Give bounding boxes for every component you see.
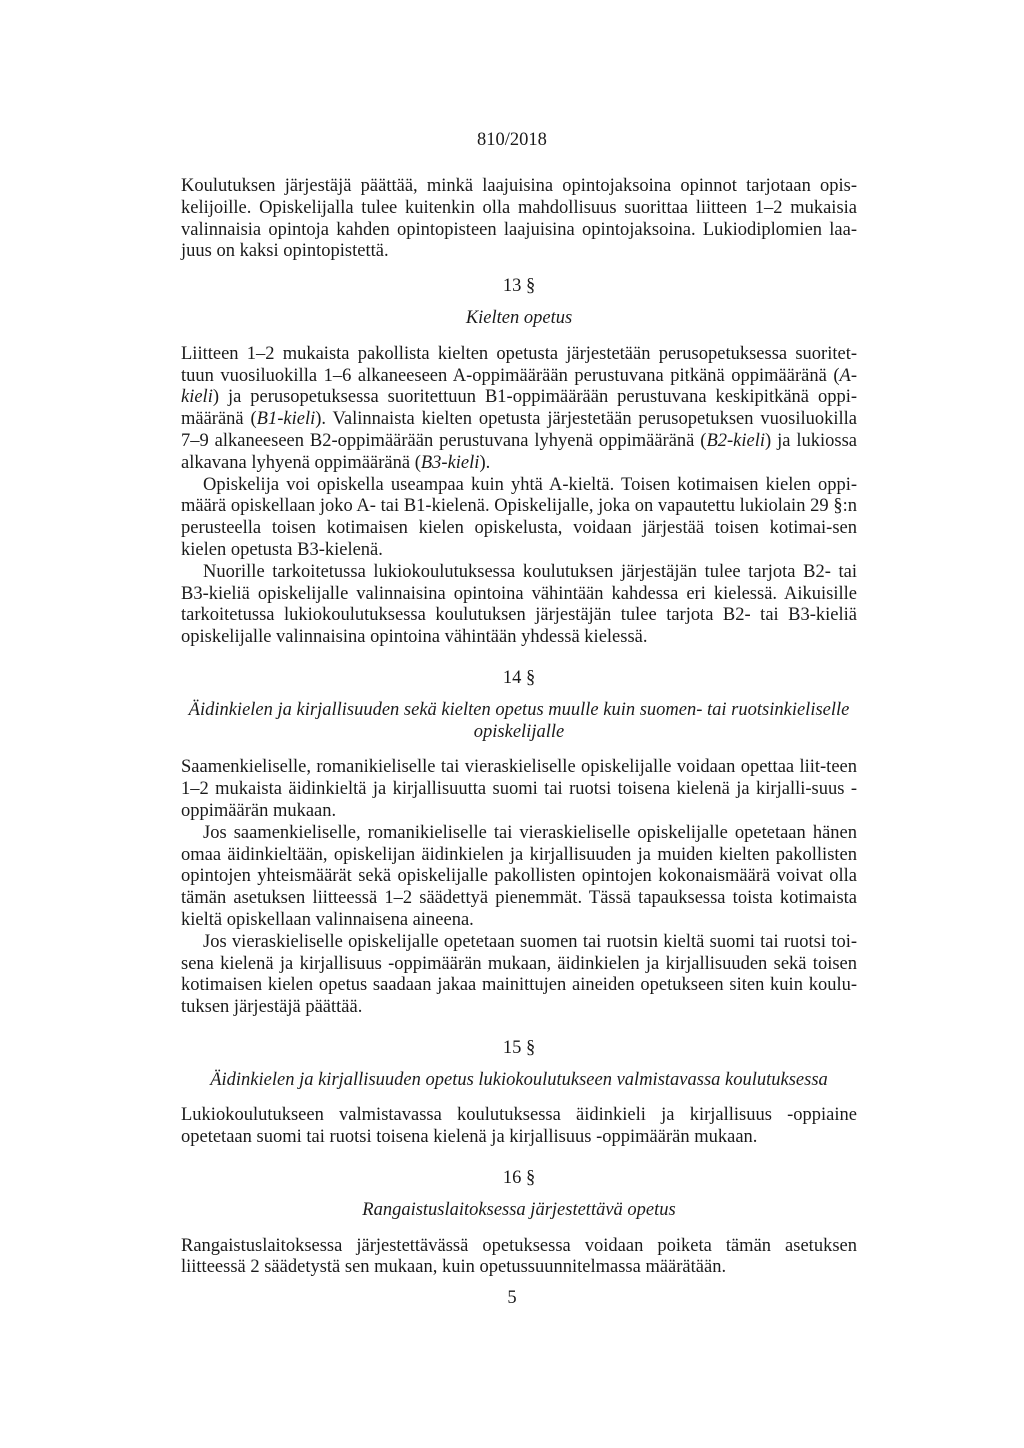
page-number: 5 (507, 1288, 517, 1308)
section-14-title-line-2: opiskelijalle (473, 721, 565, 742)
intro-paragraph: Koulutuksen järjestäjä päättää, minkä laajuisina opintojaksoina opinnot tarjotaan opis-kelijoille. Opiskelijalla tulee kuitenkin olla mahdollisuus suorittaa liitteen 1–2 mukaisia valinnaisia opintoja kahden opintopisteen laajuisina opintojaksoina. Lukiodiplomien laa-juus on kaksi opintopistettä. (181, 176, 857, 262)
section-15-title: Äidinkielen ja kirjallisuuden opetus lukiokoulutukseen valmistavassa koulutuksessa (210, 1069, 828, 1090)
section-15-number: 15 § (502, 1037, 536, 1058)
section-14-paragraph-3: Jos vieraskieliselle opiskelijalle opetetaan suomen tai ruotsin kieltä suomi tai ruotsi toi-sena kielenä ja kirjallisuus -oppimäärän mukaan, äidinkielen ja kirjallisuuden sekä toisen kotimaisen kielen opetus saadaan jakaa mainittujen aineiden opetukseen siten kuin koulu-tuksen järjestäjä päättää. (181, 931, 857, 1018)
section-15-paragraph-1: Lukiokoulutukseen valmistavassa koulutuksessa äidinkieli ja kirjallisuus -oppiaine opetetaan suomi tai ruotsi toisena kielenä ja kirjallisuus -oppimäärän mukaan. (181, 1105, 857, 1148)
section-14-title-line-1: Äidinkielen ja kirjallisuuden sekä kielten opetus muulle kuin suomen- tai ruotsinkieliselle (188, 699, 850, 720)
section-13-title: Kielten opetus (465, 307, 573, 328)
document-number: 810/2018 (477, 130, 547, 150)
section-14-paragraph-2: Jos saamenkieliselle, romanikieliselle tai vieraskieliselle opiskelijalle opetetaan hänen omaa äidinkieltään, opiskelijan äidinkielen ja kirjallisuuden ja muiden kielten pakollisten opintojen yhteismäärät sekä opiskelijalle pakollisten opintojen kokonaismäärä voivat olla tämän asetuksen liitteessä 1–2 säädettyä pienemmät. Tässä tapauksessa toista kotimaista kieltä opiskellaan valinnaisena aineena. (181, 822, 857, 930)
section-16-title: Rangaistuslaitoksessa järjestettävä opetus (362, 1199, 676, 1220)
section-13-paragraph-3: Nuorille tarkoitetussa lukiokoulutuksessa koulutuksen järjestäjän tulee tarjota B2- tai B3-kieliä opiskelijalle valinnaisina opintoina vähintään kahdessa eri kielessä. Aikuisille tarkoitetussa lukiokoulutuksessa koulutuksen järjestäjän tulee tarjota B2- tai B3-kieliä opiskelijalle valinnaisina opintoina vähintään yhdessä kielessä. (181, 561, 857, 648)
section-13-paragraph-2: Opiskelija voi opiskella useampaa kuin yhtä A-kieltä. Toisen kotimaisen kielen oppi-määrä opiskellaan joko A- tai B1-kielenä. Opiskelijalle, joka on vapautettu lukiolain 29 §:n perusteella toisen kotimaisen kielen opiskelusta, voidaan järjestää toisen kotimai-sen kielen opetusta B3-kielenä. (181, 474, 857, 560)
section-14-paragraph-1: Saamenkieliselle, romanikieliselle tai vieraskieliselle opiskelijalle voidaan opettaa liit-teen 1–2 mukaista äidinkieltä ja kirjallisuutta suomi tai ruotsi toisena kielenä ja kirjalli-suus -oppimäärän mukaan. (181, 757, 857, 821)
section-16-paragraph-1: Rangaistuslaitoksessa järjestettävässä opetuksessa voidaan poiketa tämän asetuksen liitteessä 2 säädetystä sen mukaan, kuin opetussuunnitelmassa määrätään. (181, 1235, 857, 1278)
document-body (181, 176, 857, 1279)
section-13-number: 13 § (502, 276, 536, 297)
section-14-number: 14 § (502, 667, 536, 688)
section-16-number: 16 § (502, 1168, 536, 1189)
section-13-paragraph-1: Liitteen 1–2 mukaista pakollista kielten opetusta järjestetään perusopetuksessa suoritet-tuun vuosiluokilla 1–6 alkaneeseen A-oppimäärään perustuvana pitkänä oppimääränä (A-kieli) ja perusopetuksessa suoritettuun B1-oppimäärään perustuvana keskipitkänä oppi-määränä (B1-kieli). Valinnaista kielten opetusta järjestetään perusopetuksen vuosiluokilla 7–9 alkaneeseen B2-oppimäärään perustuvana lyhyenä oppimääränä (B2-kieli) ja lukiossa alkavana lyhyenä oppimääränä (B3-kieli). (181, 343, 857, 473)
